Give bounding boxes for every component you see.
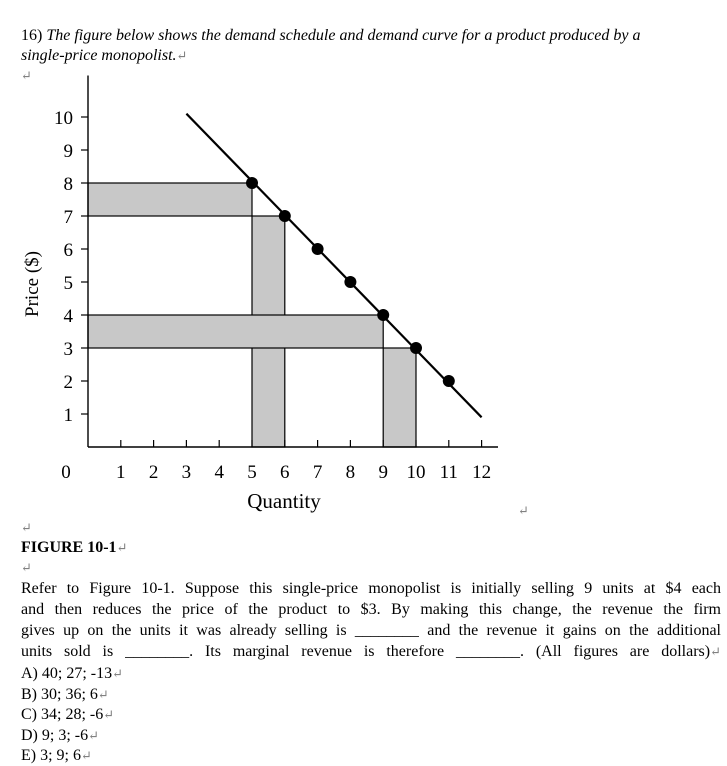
y-axis-label: Price ($) [22,251,43,317]
paragraph-mark-icon: ↵ [103,707,115,722]
paragraph-mark-icon: ↵ [176,48,188,63]
y-tick-label: 10 [54,108,73,129]
paragraph-mark-icon: ↵ [81,748,92,763]
option-label: B) [21,685,41,703]
y-tick-label: 9 [63,141,73,162]
body-line-1: Refer to Figure 10-1. Suppose this single-price monopolist is initially selling 9 units at $4 each [21,580,721,597]
x-tick-label: 2 [148,462,159,483]
option-label: D) [21,726,42,744]
x-tick-label: 8 [345,462,356,483]
option-label: A) [21,665,42,682]
x-axis-label: Quantity [247,489,321,513]
option-text: 34; 28; -6 [41,706,104,723]
option-text: 3; 9; 6 [40,747,81,764]
demand-line [186,114,481,418]
y-tick-label: 1 [63,405,73,426]
figure-caption [21,538,127,558]
answer-option [21,726,99,746]
answer-option [21,664,123,684]
y-tick-label: 4 [63,306,73,327]
shaded-region [383,348,416,447]
paragraph-mark-icon: ↵ [116,540,128,555]
empty-paragraph [21,518,32,538]
y-tick-label: 5 [63,273,73,294]
paragraph-mark-icon: ↵ [21,520,32,535]
y-tick-label: 6 [63,240,73,261]
demand-point [377,309,389,321]
question-text-2: single-price monopolist. [21,47,177,64]
demand-point [344,276,356,288]
demand-point [312,243,324,255]
paragraph-mark-icon: ↵ [21,68,32,83]
paragraph-mark-icon: ↵ [518,503,529,518]
answer-option [21,746,92,766]
x-tick-label: 3 [181,462,192,483]
y-tick-label: 3 [63,339,73,360]
option-label: E) [21,747,41,764]
x-tick-label: 1 [116,462,126,483]
x-tick-label: 4 [214,462,224,483]
body-line-4-text: units sold is ________. Its marginal revenue is therefore ________. (All figures are dollars) [21,643,711,660]
x-tick-label: 12 [472,462,492,483]
demand-point [246,177,258,189]
demand-point [443,375,455,387]
shaded-region [88,315,383,348]
x-tick-label: 0 [61,462,71,483]
x-tick-label: 6 [280,462,290,483]
body-line-3: gives up on the units it was already selling is ________ and the revenue it gains on the additional [21,622,721,639]
option-label: C) [21,706,41,723]
paragraph-mark-icon: ↵ [97,686,109,702]
paragraph-mark-icon: ↵ [710,644,721,659]
x-tick-label: 5 [247,462,257,483]
y-tick-label: 8 [63,174,73,195]
question-text-1: The figure below shows the demand schedule and demand curve for a product produced by a [46,27,641,44]
x-tick-label: 7 [312,462,323,483]
shaded-regions [88,183,416,447]
answer-option [21,685,109,705]
answer-option [21,705,114,725]
demand-point [279,210,291,222]
x-tick-label: 11 [439,462,458,483]
option-text: 9; 3; -6 [41,726,89,744]
body-line-4 [21,642,721,662]
body-line-2: and then reduces the price of the product to $3. By making this change, the revenue the firm [21,601,721,618]
option-text: 40; 27; -13 [41,665,113,682]
shaded-region [88,183,252,216]
demand-series [186,114,481,418]
y-tick-label: 2 [63,372,73,393]
option-text: 30; 36; 6 [41,685,98,703]
paragraph-mark-icon: ↵ [112,666,124,681]
paragraph-mark-icon: ↵ [21,560,32,575]
chart-axes [88,76,498,448]
empty-paragraph [21,558,32,578]
figure-caption-text: FIGURE 10-1 [21,539,117,556]
x-tick-label: 10 [406,462,426,483]
x-tick-label: 9 [378,462,388,483]
y-tick-label: 7 [63,207,73,228]
paragraph-mark-icon: ↵ [88,727,100,743]
question-number: 16) [21,27,43,44]
demand-point [410,342,422,354]
